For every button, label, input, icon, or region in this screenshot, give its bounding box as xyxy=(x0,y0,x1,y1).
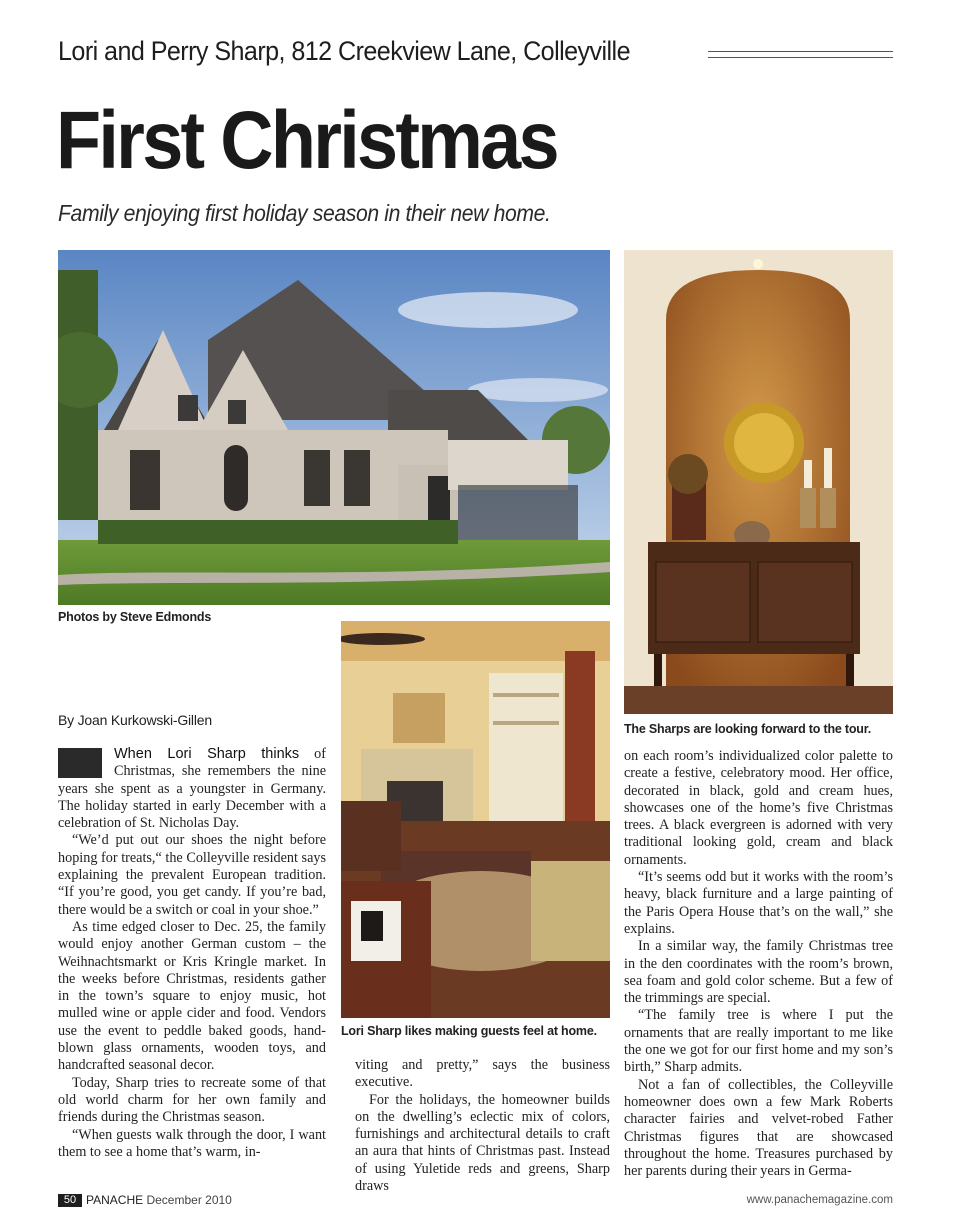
article-paragraph: “The family tree is where I put the ornaments that are really important to me like the one we got for our first home and my son’s birth,” Sharp admits. xyxy=(624,1007,893,1076)
footer-folio xyxy=(86,1194,232,1207)
lead-in: When Lori Sharp thinks xyxy=(114,746,300,762)
article-paragraph: “It’s seems odd but it works with the room’s heavy, black furniture and a large painting of the Paris Opera House that’s on the wall,” she explains. xyxy=(624,869,893,937)
article-column-3 xyxy=(624,748,893,1180)
article-deck: Family enjoying first holiday season in their new home. xyxy=(58,200,551,226)
article-kicker: Lori and Perry Sharp, 812 Creekview Lane, Colleyville xyxy=(58,36,630,66)
article-paragraph: In a similar way, the family Christmas tree in the den coordinates with the room’s brown, sea foam and gold color scheme. But a few of the trimmings are special. xyxy=(624,938,893,1007)
article-column-1 xyxy=(58,746,326,1161)
kicker-rule xyxy=(708,51,893,58)
photo-credit: Photos by Steve Edmonds xyxy=(58,610,212,624)
den-caption: Lori Sharp likes making guests feel at home. xyxy=(341,1024,597,1038)
article-paragraph: viting and pretty,” says the business executive. xyxy=(355,1057,610,1091)
article-paragraph: As time edged closer to Dec. 25, the family would enjoy another German custom – the Weihnachtsmarkt or Kris Kringle market. In the weeks before Christmas, residents gather in the town’s square to enjoy music, hot mulled wine or apple cider and food. Vendors use the event to peddle baked goods, hand-blown glass ornaments, wooden toys, and handcrafted seasonal decor. xyxy=(58,918,326,1074)
article-paragraph: “When guests walk through the door, I want them to see a home that’s warm, in- xyxy=(58,1126,326,1160)
article-headline: First Christmas xyxy=(56,95,557,186)
office-sideboard-photo xyxy=(624,250,893,714)
article-paragraph: “We’d put out our shoes the night before hoping for treats,“ the Colleyville resident says explaining the prevalent European tradition. “If you’re good, you get candy. If you’re bad, there would be a switch or coal in your shoe.” xyxy=(58,832,326,918)
article-column-2 xyxy=(355,1057,610,1195)
article-paragraph: When Lori Sharp thinks of Christmas, she remembers the nine years she spent as a youngster in Germany. The holiday started in early December with a celebration of St. Nicholas Day. xyxy=(58,746,326,832)
article-paragraph: Not a fan of collectibles, the Colleyville homeowner does own a few Mark Roberts character fairies and velvet-robed Father Christmas figures that are showcased throughout the home. Treasures purchased by her parents during their years in Germa- xyxy=(624,1076,893,1180)
page-number: 50 xyxy=(58,1194,82,1207)
den-living-room-photo xyxy=(341,621,610,1018)
house-exterior-photo xyxy=(58,250,610,605)
article-paragraph: For the holidays, the homeowner builds on the dwelling’s eclectic mix of colors, furnishings and architectural details to craft an aura that hints of Christmas past. Instead of using Yuletide reds and greens, Sharp draws xyxy=(355,1091,610,1195)
article-paragraph: on each room’s individualized color palette to create a festive, celebratory mood. Her office, decorated in black, gold and cream hues, showcases one of the home’s five Christmas trees. A black evergreen is adorned with very traditional looking gold, cream and black ornaments. xyxy=(624,748,893,868)
article-paragraph: Today, Sharp tries to recreate some of that old world charm for her own family and friends during the Christmas season. xyxy=(58,1074,326,1126)
drop-cap-box xyxy=(58,748,102,778)
byline: By Joan Kurkowski-Gillen xyxy=(58,712,212,728)
magazine-url: www.panachemagazine.com xyxy=(746,1194,893,1206)
issue-date: December 2010 xyxy=(146,1193,232,1207)
magazine-name: PANACHE xyxy=(86,1193,144,1207)
office-caption: The Sharps are looking forward to the tour. xyxy=(624,722,871,736)
